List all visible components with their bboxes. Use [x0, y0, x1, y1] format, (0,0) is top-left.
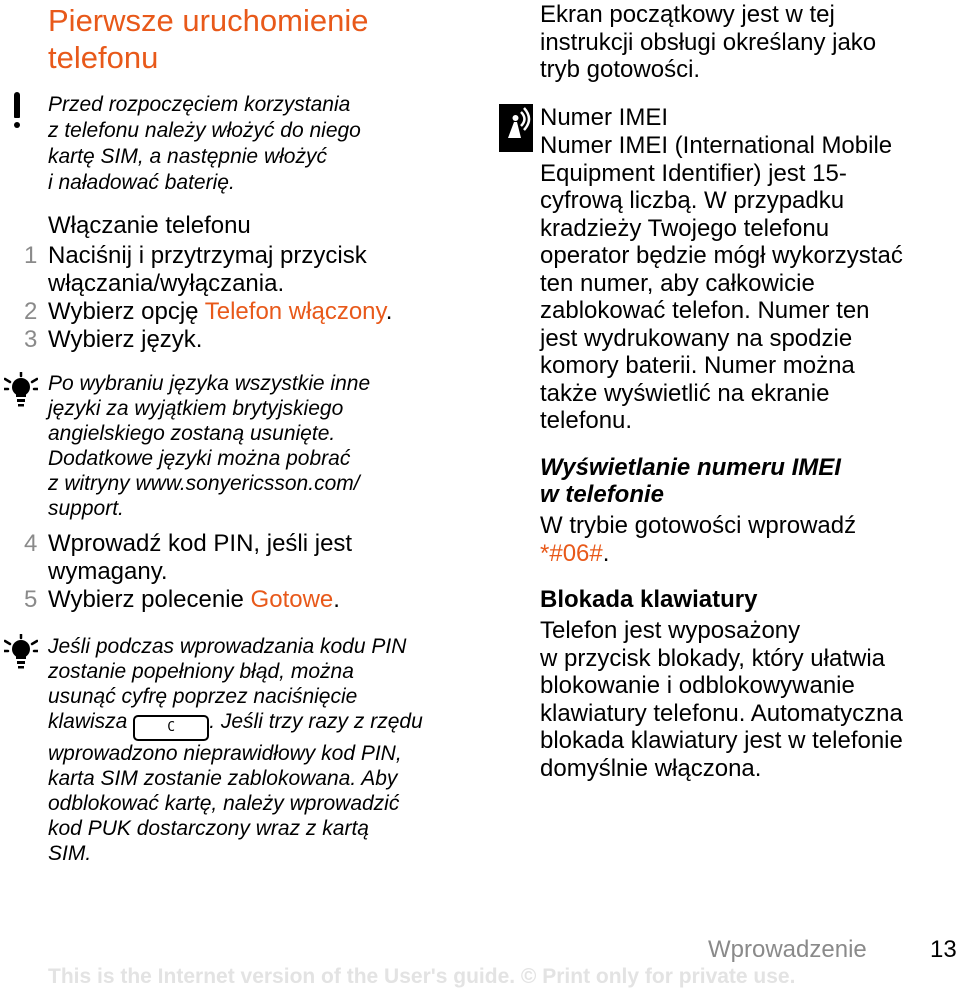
tip-note-pin	[48, 634, 488, 866]
step-text-suffix: .	[385, 298, 393, 325]
step-text: Wprowadź kod PIN, jeśli jest	[48, 530, 353, 557]
warning-note-line: z telefonu należy włożyć do niego	[48, 119, 361, 142]
step-text: Wybierz polecenie	[48, 586, 251, 613]
step-text: włączania/wyłączania.	[48, 270, 285, 297]
c-key-icon: C	[133, 715, 209, 741]
step-number: 5	[24, 586, 38, 613]
keylock-line: domyślnie włączona.	[540, 754, 762, 782]
page-title-line-2: telefonu	[48, 40, 159, 75]
network-service-icon	[499, 104, 533, 152]
heading-line: w telefonie	[540, 481, 665, 508]
imei-code: *#06#	[540, 539, 603, 567]
tip-line: języki za wyjątkiem brytyjskiego	[48, 397, 344, 420]
keylock-line: Telefon jest wyposażony	[540, 617, 801, 644]
step-2	[24, 298, 444, 326]
imei-line: operator będzie mógł wykorzystać	[540, 242, 903, 269]
intro-text	[540, 1, 960, 84]
imei-line: kradzieży Twojego telefonu	[540, 214, 830, 242]
intro-line: instrukcji obsługi określany jako	[540, 28, 877, 56]
warning-note-line: i naładować baterię.	[48, 171, 235, 194]
tip-line: wprowadzono nieprawidłowy kod PIN,	[48, 742, 402, 765]
menu-option-telefon-wlaczony: Telefon włączony	[204, 298, 386, 325]
imei-line: zablokować telefon. Numer ten	[540, 297, 870, 324]
imei-line: cyfrową liczbą. W przypadku	[540, 187, 845, 214]
step-number: 2	[24, 298, 38, 325]
tip-line: klawisza	[48, 710, 128, 733]
step-number: 4	[24, 530, 38, 557]
imei-line: Numer IMEI (International Mobile	[540, 132, 893, 159]
keylock-text	[540, 617, 960, 782]
step-number: 1	[24, 242, 38, 269]
footer-section-name: Wprowadzenie	[708, 936, 867, 963]
tip-line: . Jeśli trzy razy z rzędu	[209, 710, 423, 733]
tip-line: support.	[48, 497, 124, 520]
imei-display-heading	[540, 454, 960, 508]
keylock-line: klawiatury telefonu. Automatyczna	[540, 699, 903, 727]
step-number: 3	[24, 326, 38, 353]
step-4	[24, 530, 444, 586]
tip-line: kod PUK dostarczony wraz z kartą	[48, 817, 369, 840]
tip-line: usunąć cyfrę poprzez naciśnięcie	[48, 685, 358, 708]
imei-heading: Numer IMEI	[540, 104, 669, 131]
tip-line: Dodatkowe języki można pobrać	[48, 447, 351, 470]
step-text: Wybierz opcję	[48, 298, 205, 325]
intro-line: Ekran początkowy jest w tej	[540, 1, 835, 28]
tip-line: Po wybraniu języka wszystkie inne	[48, 372, 371, 395]
lightbulb-icon	[4, 372, 38, 408]
warning-note-line: Przed rozpoczęciem korzystania	[48, 93, 351, 116]
warning-note-line: kartę SIM, a następnie włożyć	[48, 145, 327, 168]
footer-watermark: This is the Internet version of the User's guide. © Print only for private use.	[48, 965, 796, 988]
imei-line: telefonu.	[540, 407, 633, 434]
step-text: Naciśnij i przytrzymaj przycisk	[48, 242, 367, 269]
step-text: Wybierz język.	[48, 326, 203, 353]
tip-line: odblokować kartę, należy wprowadzić	[48, 792, 400, 815]
step-5	[24, 586, 444, 614]
page-title-line-1: Pierwsze uruchomienie	[48, 3, 369, 38]
imei-line: jest wydrukowany na spodzie	[540, 324, 853, 352]
intro-line: tryb gotowości.	[540, 56, 701, 83]
imei-line: ten numer, aby całkowicie	[540, 269, 815, 297]
lightbulb-icon	[4, 634, 38, 670]
page-title	[48, 2, 368, 76]
tip-line: SIM.	[48, 842, 92, 865]
tip-line: karta SIM zostanie zablokowana. Aby	[48, 767, 398, 790]
section-heading-power-on: Włączanie telefonu	[48, 212, 251, 239]
tip-line: angielskiego zostaną usunięte.	[48, 422, 336, 445]
warning-note	[48, 92, 488, 196]
step-3	[24, 326, 444, 354]
tip-line: z witryny www.sonyericsson.com/	[48, 472, 360, 495]
step-text-suffix: .	[333, 586, 340, 613]
tip-line: Jeśli podczas wprowadzania kodu PIN	[48, 635, 407, 658]
step-text: wymagany.	[48, 558, 168, 585]
exclamation-icon	[12, 92, 22, 132]
imei-line: także wyświetlić na ekranie	[540, 379, 830, 407]
step-1	[24, 242, 444, 298]
menu-option-gotowe: Gotowe	[250, 586, 334, 613]
imei-line: Equipment Identifier) jest 15-	[540, 159, 847, 187]
tip-line: zostanie popełniony błąd, można	[48, 660, 354, 683]
keylock-line: blokowanie i odblokowywanie	[540, 672, 855, 699]
footer-page-number: 13	[930, 936, 957, 963]
imei-display-text	[540, 512, 960, 567]
keylock-line: blokada klawiatury jest w telefonie	[540, 727, 903, 754]
imei-display-line: W trybie gotowości wprowadź	[540, 512, 857, 539]
imei-text	[540, 132, 960, 435]
heading-line: Wyświetlanie numeru IMEI	[540, 454, 841, 481]
keylock-heading: Blokada klawiatury	[540, 586, 758, 613]
keylock-line: w przycisk blokady, który ułatwia	[540, 644, 885, 672]
imei-code-suffix: .	[602, 539, 610, 567]
tip-note-languages	[48, 371, 488, 521]
imei-line: komory baterii. Numer można	[540, 352, 855, 379]
